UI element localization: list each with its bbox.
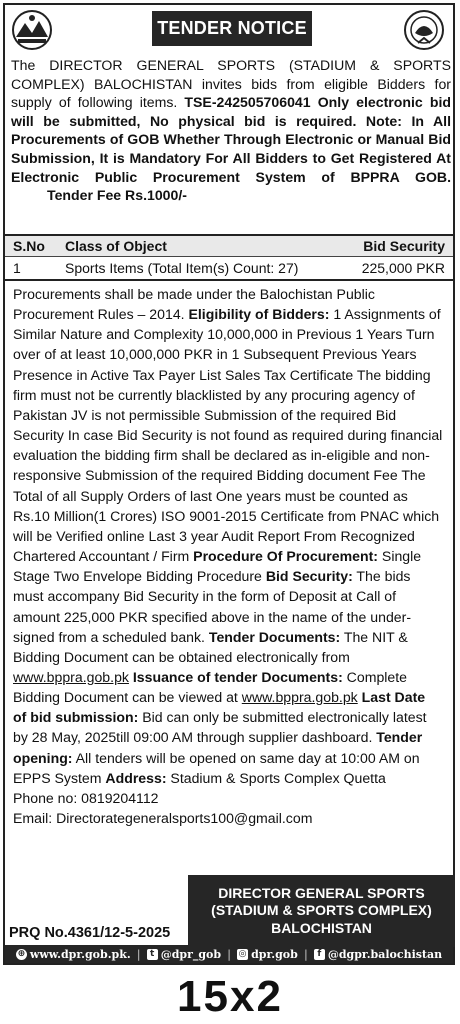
body-text-segment: will be Verified online Last 3 year Audit Report From Recognized (13, 527, 415, 544)
body-text-segment: Security In case Bid Security is not found as required during financial (13, 427, 443, 444)
section-heading: Eligibility of Bidders: (188, 306, 330, 323)
body-line (13, 788, 449, 808)
footer-instagram[interactable] (237, 948, 298, 961)
body-text-segment: Chartered Accountant / Firm (13, 548, 194, 565)
intro-line: The DIRECTOR GENERAL SPORTS (STADIUM & SPORTS (11, 57, 451, 73)
footer-website[interactable] (16, 948, 131, 961)
body-line (13, 526, 449, 546)
signature-line: (STADIUM & SPORTS COMPLEX) (211, 902, 432, 919)
body-line (13, 627, 449, 647)
body-text-segment: by 28 May, 2025till 09:00 AM through supplier dashboard. (13, 729, 377, 746)
portal-link[interactable]: www.bppra.gob.pk (241, 689, 358, 706)
website-label: www.dpr.gob.pk. (29, 947, 131, 961)
body-text-segment: Stage Two Envelope Bidding Procedure (13, 568, 266, 585)
page-title: TENDER NOTICE (152, 11, 312, 46)
body-line (13, 344, 449, 364)
twitter-icon: t (147, 949, 158, 960)
section-heading: Last Date (361, 689, 426, 706)
body-text-segment: must accompany Bid Security in the form of Deposit at Call of (13, 588, 397, 605)
body-text-segment: firm must not be currently blacklisted by any procuring agency of (13, 386, 415, 403)
right-logo-icon (401, 9, 447, 56)
body-line (13, 405, 449, 425)
notice-header (5, 5, 453, 55)
body-text-segment: amount 225,000 PKR specified above in the name of the under- (13, 608, 412, 625)
body-text-segment: 1 Assignments of (329, 306, 441, 323)
body-line (13, 425, 449, 445)
body-line (13, 486, 449, 506)
section-heading: Issuance of tender Documents: (132, 668, 343, 685)
body-line (13, 324, 449, 344)
section-heading: Tender Documents: (208, 628, 341, 645)
body-line (13, 385, 449, 405)
section-heading: opening: (13, 749, 73, 766)
body-text-segment: Bidding Document can be viewed at (13, 689, 242, 706)
facebook-label: @dgpr.balochistan (327, 947, 443, 961)
body-text-segment: Phone no: 0819204112 (13, 789, 159, 806)
body-line (13, 607, 449, 627)
intro-paragraph (11, 56, 451, 205)
body-text-segment: Bid can only be submitted electronically latest (138, 709, 427, 726)
facebook-icon: f (314, 949, 325, 960)
body-text-segment: Pakistan JV is not permissible Submission of the required Bid (13, 406, 397, 423)
signature-line: BALOCHISTAN (271, 919, 372, 936)
section-heading: Address: (105, 769, 167, 786)
ad-size-label: 15x2 (177, 972, 283, 1021)
body-line (13, 365, 449, 385)
body-line (13, 566, 449, 586)
body-text-segment: Email: Directorategeneralsports100@gmail.com (13, 810, 313, 827)
body-line (13, 647, 449, 667)
items-table (5, 234, 453, 281)
instagram-label: dpr.gob (251, 947, 298, 961)
body-line (13, 768, 449, 788)
instagram-icon: ◎ (238, 948, 247, 959)
signature-block (188, 875, 455, 947)
footer-facebook[interactable] (314, 948, 442, 961)
table-header (5, 236, 453, 257)
prq-number: PRQ No.4361/12-5-2025 (9, 925, 171, 941)
twitter-label: @dpr_gob (160, 947, 222, 961)
divider: | (227, 947, 232, 961)
body-text-segment: The bids (352, 568, 411, 585)
body-line (13, 748, 449, 768)
body-text-segment: EPPS System (13, 769, 106, 786)
footer-bar (5, 945, 453, 963)
body-text-segment: Procurements shall be made under the Balochistan Public (13, 286, 375, 302)
intro-line: COMPLEX) BALOCHISTAN invites bids from eligible Bidders for (11, 75, 451, 92)
body-line (13, 506, 449, 526)
section-heading: Tender (376, 729, 423, 746)
body-line (13, 586, 449, 606)
portal-link[interactable]: www.bppra.gob.pk (13, 668, 129, 685)
body-line (13, 727, 449, 747)
body-text-segment: Total of all Supply Orders of last One years must be counted as (13, 487, 408, 504)
body-text-segment: Similar Nature and Complexity 10,000,000 in Previous 1 Years Turn (13, 326, 435, 343)
column-header-bid-security: Bid Security (363, 238, 445, 254)
body-text-segment: Bidding Document can be obtained electronically from (13, 648, 350, 665)
section-heading: Procedure Of Procurement: (193, 548, 379, 565)
body-text-segment: Complete (342, 668, 407, 685)
body-text-segment: signed from a scheduled bank. (13, 628, 209, 645)
body-line (13, 808, 449, 828)
tender-fee: Tender Fee Rs.1000/- (47, 187, 187, 204)
body-line (13, 465, 449, 485)
body-text-segment: The NIT & (340, 628, 408, 645)
body-line (13, 687, 449, 707)
signature-line: DIRECTOR GENERAL SPORTS (218, 884, 425, 901)
body-line (13, 667, 449, 687)
body-text-segment: Rs.10 Million(1 Crores) ISO 9001-2015 Certificate from PNAC which (13, 507, 440, 524)
footer-twitter[interactable] (147, 948, 221, 961)
body-line (13, 445, 449, 465)
body-text-segment: Stadium & Sports Complex Quetta (166, 769, 386, 786)
divider: | (303, 947, 308, 961)
divider: | (136, 947, 141, 961)
table-row (5, 257, 453, 279)
section-heading: Bid Security: (265, 568, 353, 585)
body-text-segment: Single (378, 548, 422, 565)
tse-note: TSE-242505706041 Only electronic bid will be submitted, No physical bid is required. Note: In All Procurements of GOB Whether Through Electronic or Manual Bid Submission, It is Mandatory For All Bidders to Get Registered At Electronic Public Procurement System of BPPRA GOB. (11, 94, 451, 185)
left-logo-icon (10, 9, 54, 56)
cell-class: Sports Items (Total Item(s) Count: 27) (65, 260, 299, 276)
body-text-segment: All tenders will be opened on same day at 10:00 AM on (72, 749, 420, 766)
body-line (13, 546, 449, 566)
body-text-segment: Presence in Active Tax Payer List Sales Tax Certificate The bidding (13, 366, 431, 383)
body-text-segment: over of at least 10,000,000 PKR in 1 Subsequent Previous Years (13, 346, 417, 363)
tender-notice (3, 3, 455, 965)
cell-sno: 1 (13, 260, 21, 276)
body-line (13, 707, 449, 727)
cell-bid-security: 225,000 PKR (361, 260, 445, 276)
body-text-segment: responsive Submission of the required Bidding document Fee The (13, 467, 426, 484)
tender-details (13, 284, 449, 828)
body-line (13, 284, 449, 304)
column-header-sno: S.No (13, 238, 45, 254)
globe-icon: ⊕ (17, 948, 26, 959)
intro-line: supply of following items. (11, 94, 178, 111)
body-line (13, 304, 449, 324)
body-text-segment: evaluation the bidding firm shall be declared as in-eligible and non- (13, 447, 430, 464)
section-heading: of bid submission: (13, 709, 139, 726)
column-header-class: Class of Object (65, 238, 167, 254)
body-text-segment: Procurement Rules – 2014. (13, 306, 189, 323)
